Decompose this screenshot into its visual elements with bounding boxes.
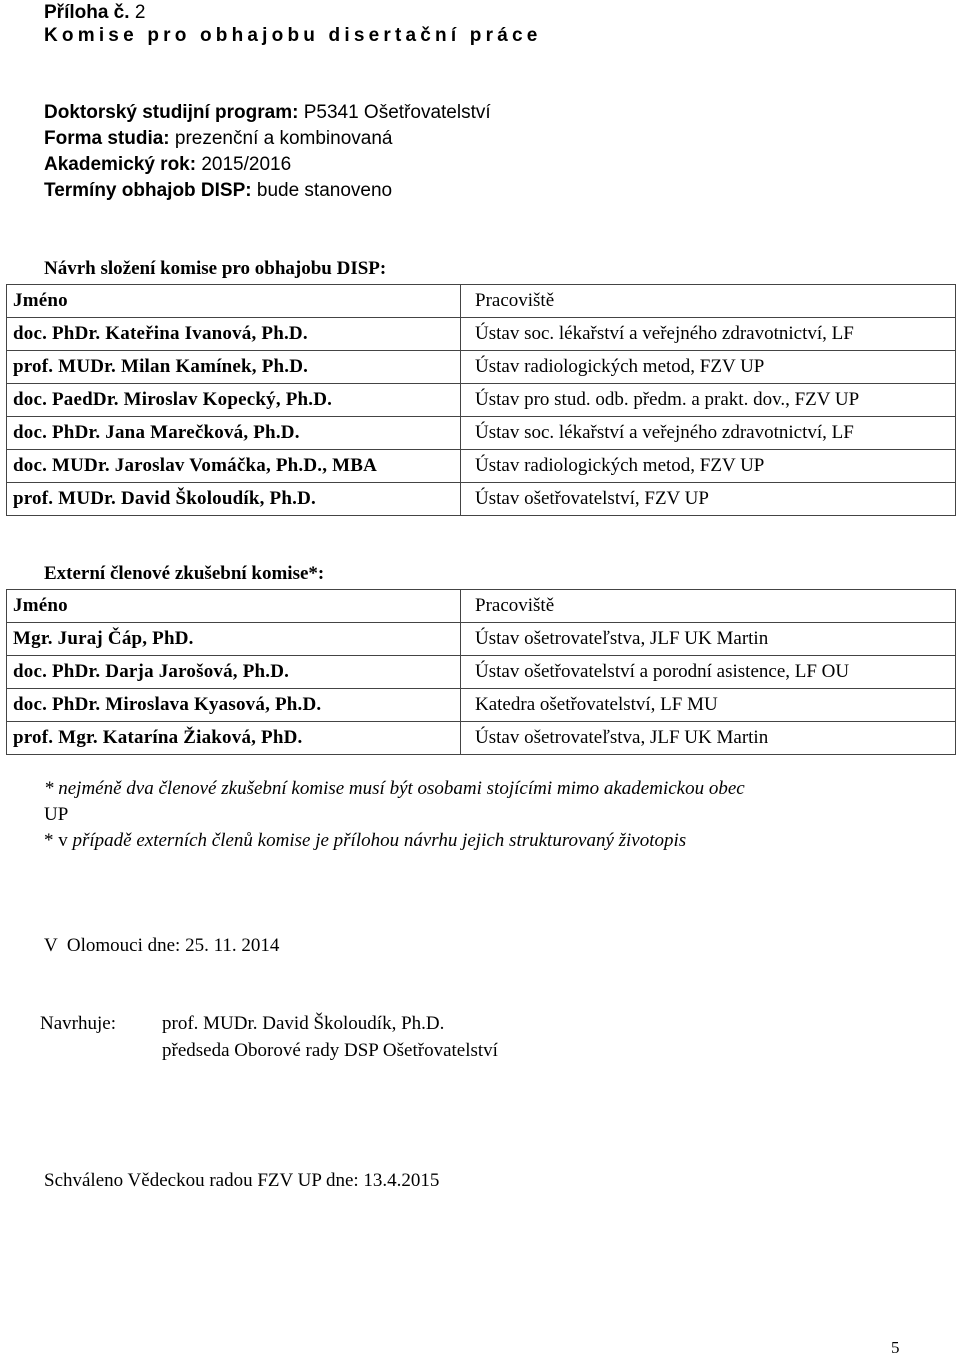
table-row — [7, 384, 956, 417]
member-name: doc. MUDr. Jaroslav Vomáčka, Ph.D., MBA — [7, 450, 461, 483]
committee-table — [6, 284, 956, 516]
member-workplace: Ústav soc. lékařství a veřejného zdravotnictví, LF — [461, 417, 956, 450]
study-form-line: Forma studia: prezenční a kombinovaná — [44, 128, 393, 149]
program-info — [44, 100, 491, 204]
member-workplace: Ústav ošetřovatelství, FZV UP — [461, 483, 956, 516]
member-name: doc. PhDr. Jana Marečková, Ph.D. — [7, 417, 461, 450]
annex-label: Příloha č. 2 — [44, 2, 146, 23]
approval-statement: Schváleno Vědeckou radou FZV UP dne: 13.4.2015 — [44, 1170, 440, 1191]
column-header-workplace: Pracoviště — [461, 590, 956, 623]
note-external-members: * nejméně dva členové zkušební komise musí být osobami stojícími mimo akademickou obec UP — [44, 778, 745, 825]
table-row — [7, 483, 956, 516]
member-name: prof. MUDr. Milan Kamínek, Ph.D. — [7, 351, 461, 384]
proposed-by-label: Navrhuje: — [40, 1013, 116, 1034]
member-name: Mgr. Juraj Čáp, PhD. — [7, 623, 461, 656]
column-header-name: Jméno — [7, 590, 461, 623]
committee-title: Návrh složení komise pro obhajobu DISP: — [44, 258, 387, 279]
table-header-row — [7, 285, 956, 318]
member-workplace: Ústav pro stud. odb. předm. a prakt. dov., FZV UP — [461, 384, 956, 417]
annex-number: 2 — [134, 2, 146, 23]
column-header-name: Jméno — [7, 285, 461, 318]
table-row — [7, 351, 956, 384]
member-workplace: Katedra ošetřovatelství, LF MU — [461, 689, 956, 722]
table-row — [7, 318, 956, 351]
member-name: doc. PhDr. Miroslava Kyasová, Ph.D. — [7, 689, 461, 722]
proposer-name: prof. MUDr. David Školoudík, Ph.D. — [162, 1013, 445, 1034]
academic-year-line: Akademický rok: 2015/2016 — [44, 154, 292, 175]
table-row — [7, 623, 956, 656]
page-number: 5 — [891, 1338, 900, 1357]
member-name: doc. PhDr. Kateřina Ivanová, Ph.D. — [7, 318, 461, 351]
table-header-row — [7, 590, 956, 623]
member-name: prof. MUDr. David Školoudík, Ph.D. — [7, 483, 461, 516]
table-row — [7, 722, 956, 755]
member-workplace: Ústav ošetrovateľstva, JLF UK Martin — [461, 722, 956, 755]
member-workplace: Ústav ošetřovatelství a porodní asistence, LF OU — [461, 656, 956, 689]
note-curriculum-vitae: * v případě externích členů komise je přílohou návrhu jejich strukturovaný životopis — [44, 830, 687, 851]
member-workplace: Ústav ošetrovateľstva, JLF UK Martin — [461, 623, 956, 656]
table-row — [7, 417, 956, 450]
member-workplace: Ústav radiologických metod, FZV UP — [461, 450, 956, 483]
defense-dates-line: Termíny obhajob DISP: bude stanoveno — [44, 180, 393, 201]
external-members-title: Externí členové zkušební komise*: — [44, 563, 325, 584]
table-row — [7, 656, 956, 689]
place-and-date: V Olomouci dne: 25. 11. 2014 — [44, 935, 280, 956]
member-name: prof. Mgr. Katarína Žiaková, PhD. — [7, 722, 461, 755]
member-name: doc. PhDr. Darja Jarošová, Ph.D. — [7, 656, 461, 689]
column-header-workplace: Pracoviště — [461, 285, 956, 318]
table-row — [7, 689, 956, 722]
member-name: doc. PaedDr. Miroslav Kopecký, Ph.D. — [7, 384, 461, 417]
program-line: Doktorský studijní program: P5341 Ošetřovatelství — [44, 102, 491, 123]
member-workplace: Ústav soc. lékařství a veřejného zdravotnictví, LF — [461, 318, 956, 351]
table-row — [7, 450, 956, 483]
document-title: Komise pro obhajobu disertační práce — [44, 25, 542, 46]
proposer-role: předseda Oborové rady DSP Ošetřovatelství — [162, 1040, 498, 1061]
external-members-table — [6, 589, 956, 755]
member-workplace: Ústav radiologických metod, FZV UP — [461, 351, 956, 384]
